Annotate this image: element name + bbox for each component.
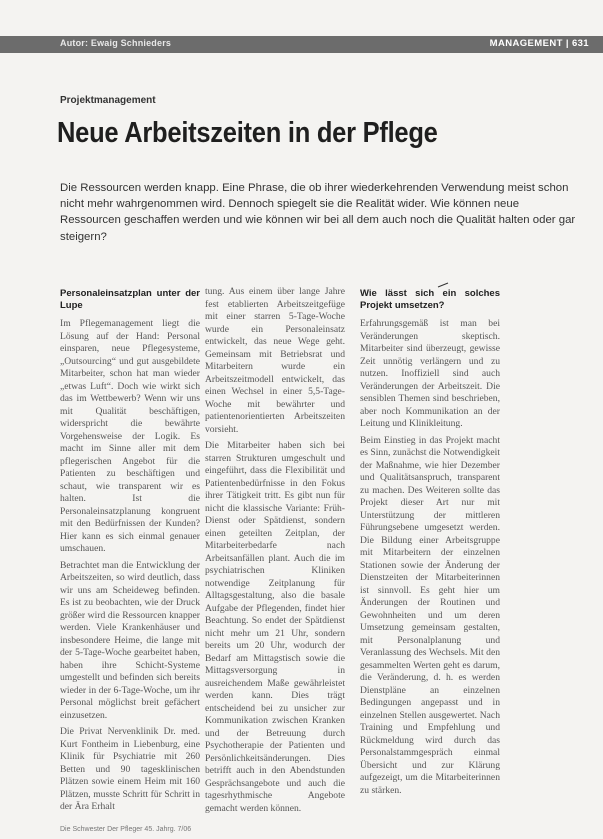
paragraph: Im Pflegemanagement liegt die Lösung auf der Hand: Personal einsparen, neue Pflegesysteme, „Outsourcing“ und gut ausgebildete Mitarbeiter, schon hat man wieder „etwas Luft“. Doch wie wirkt sich das im Wettbewerb? Wenn wir uns mit Qualität beschäftigen, widerspricht die bewährte Vorgehensweise der Logik. Es macht im Sinne aller mit dem pflegerischen Angebot für die Patienten zu beschäftigen und schaut, wie transparent wir es halten. Ist die Personaleinsatzplanung kongruent mit den Bedürfnissen der Kunden? Hier kann es sich einmal genauer umschauen.	[60, 318, 200, 554]
paragraph: Erfahrungsgemäß ist man bei Veränderungen skeptisch. Mitarbeiter sind überzeugt, gewisse Zeit unnötig verlängern und zu nutzen. Inoffiziell sind auch Veränderungen der Arbeitszeit. Die sensiblen Themen sind beschrieben, aber noch Kommunikation an der Leitung und Klinikleitung.	[360, 318, 500, 429]
paragraph: Betrachtet man die Entwicklung der Arbeitszeiten, so wird deutlich, dass wir uns am Scheideweg befinden. Es ist zu beobachten, wie der Druck größer wird die Ressourcen knapper werden. Viele Krankenhäuser und insbesondere Heime, die lange mit der 5-Tage-Woche gearbeitet haben, haben ihre Schicht-Systeme umgestellt und befinden sich bereits wieder in der 6-Tage-Woche, um ihr Personal möglichst breit gefächert einzusetzen.	[60, 559, 200, 721]
text-column-3	[360, 288, 500, 801]
footer-citation: Die Schwester Der Pfleger 45. Jahrg. 7/06	[60, 826, 192, 833]
paragraph: Beim Einstieg in das Projekt macht es Sinn, zunächst die Notwendigkeit der Maßnahme, wie hier Dezember und Qualitätsanspruch, transparent zu machen. Des Weiteren sollte das Projekt dieser Art nur mit Unterstützung der mittleren Führungsebene umgesetzt werden. Die Bildung einer Arbeitsgruppe mit Mitarbeitern der einzelnen Stationen sowie der Änderung der Dienstzeiten der Mitarbeiterinnen ist sinnvoll. Es geht hier um Änderungen der Routinen und Gewohnheiten und um deren Umsetzung gemeinsam gestalten, mit Personalplanung und Veranlassung des Wechsels. Mit den gesammelten Werten geht es darum, die Veränderung, d. h. es werden Dienstpläne an einzelnen Bedingungen angepasst und in einzelnen Stellen ausgewertet. Nach Training und Empfehlung und Rückmeldung wird durch das Personalstammgespräch einmal Übersicht und zur Klärung aufgezeigt, um die Mitarbeiterinnen zu stärken.	[360, 434, 500, 796]
paragraph: Die Mitarbeiter haben sich bei starren Strukturen umgeschult und eingeführt, dass die Flexibilität und Patientenbedürfnisse in den Fokus ihrer Tätigkeit tritt. Es gibt nun für nicht die klassische Variante: Früh-Dienst oder Spätdienst, sondern einen geteilten Zeitplan, der Mitarbeiterbedarfe nach Arbeitsanfällen plant. Auch die im psychiatrischen Kliniken notwendige Zeitplanung für Alltagsgestaltung, also die basale Aufgabe der Pflegenden, findet hier Beachtung. So endet der Spätdienst nicht mehr um 21 Uhr, sondern bereits um 20 Uhr, wodurch der Bedarf am Mittagstisch sowie die Mittagsversorgung in ausreichendem Maße gewährleistet werden kann. Dies trägt entscheidend bei zu unsicher zur Kommunikation zwischen Kranken und der Betreuung durch Psychotherapie der Patienten und Persönlichkeitsänderungen. Dies betrifft auch in den Abendstunden Gesprächsangebote und auch die tagesrhythmische Angebote gemacht werden können.	[205, 440, 345, 814]
author-line: Autor: Ewaig Schnieders	[60, 38, 172, 48]
article-title: Neue Arbeitszeiten in der Pflege	[57, 117, 438, 149]
lead-paragraph: Die Ressourcen werden knapp. Eine Phrase, die ob ihrer wiederkehrenden Verwendung meist schon nicht mehr wahrgenommen wird. Dennoch spiegelt sie die Realität wider. Wie können neue Ressourcen geschaffen werden und wie können wir bei all dem auch noch die Qualität halten oder gar steigern?	[60, 182, 576, 243]
section-page-number: MANAGEMENT | 631	[489, 38, 589, 49]
column-heading: Wie lässt sich ein solches Projekt umsetzen?	[360, 288, 500, 311]
text-column-1	[60, 288, 200, 818]
paragraph: Die Privat Nervenklinik Dr. med. Kurt Fontheim in Liebenburg, eine Klinik für Psychiatrie mit 260 Betten und 90 tagesklinischen Plätzen sowie einem Heim mit 160 Plätzen, musste Schritt für Schritt in der Ära Erhalt	[60, 726, 200, 812]
rubric-label: Projektmanagement	[60, 95, 156, 106]
paragraph: tung. Aus einem über lange Jahre fest etablierten Arbeitszeitgefüge mit einer starren 5-Tage-Woche wurde ein Personaleinsatz entwickelt, das neue Wege geht. Gemeinsam mit Betriebsrat und Mitarbeitern wurde ein Arbeitszeitmodell entwickelt, das einen Wechsel in einer 5,5-Tage-Woche mit bewährter und patientenorientierten Arbeitszeiten vorsieht.	[205, 286, 345, 435]
text-column-2	[205, 286, 345, 819]
column-heading: Personaleinsatzplan unter der Lupe	[60, 288, 200, 311]
